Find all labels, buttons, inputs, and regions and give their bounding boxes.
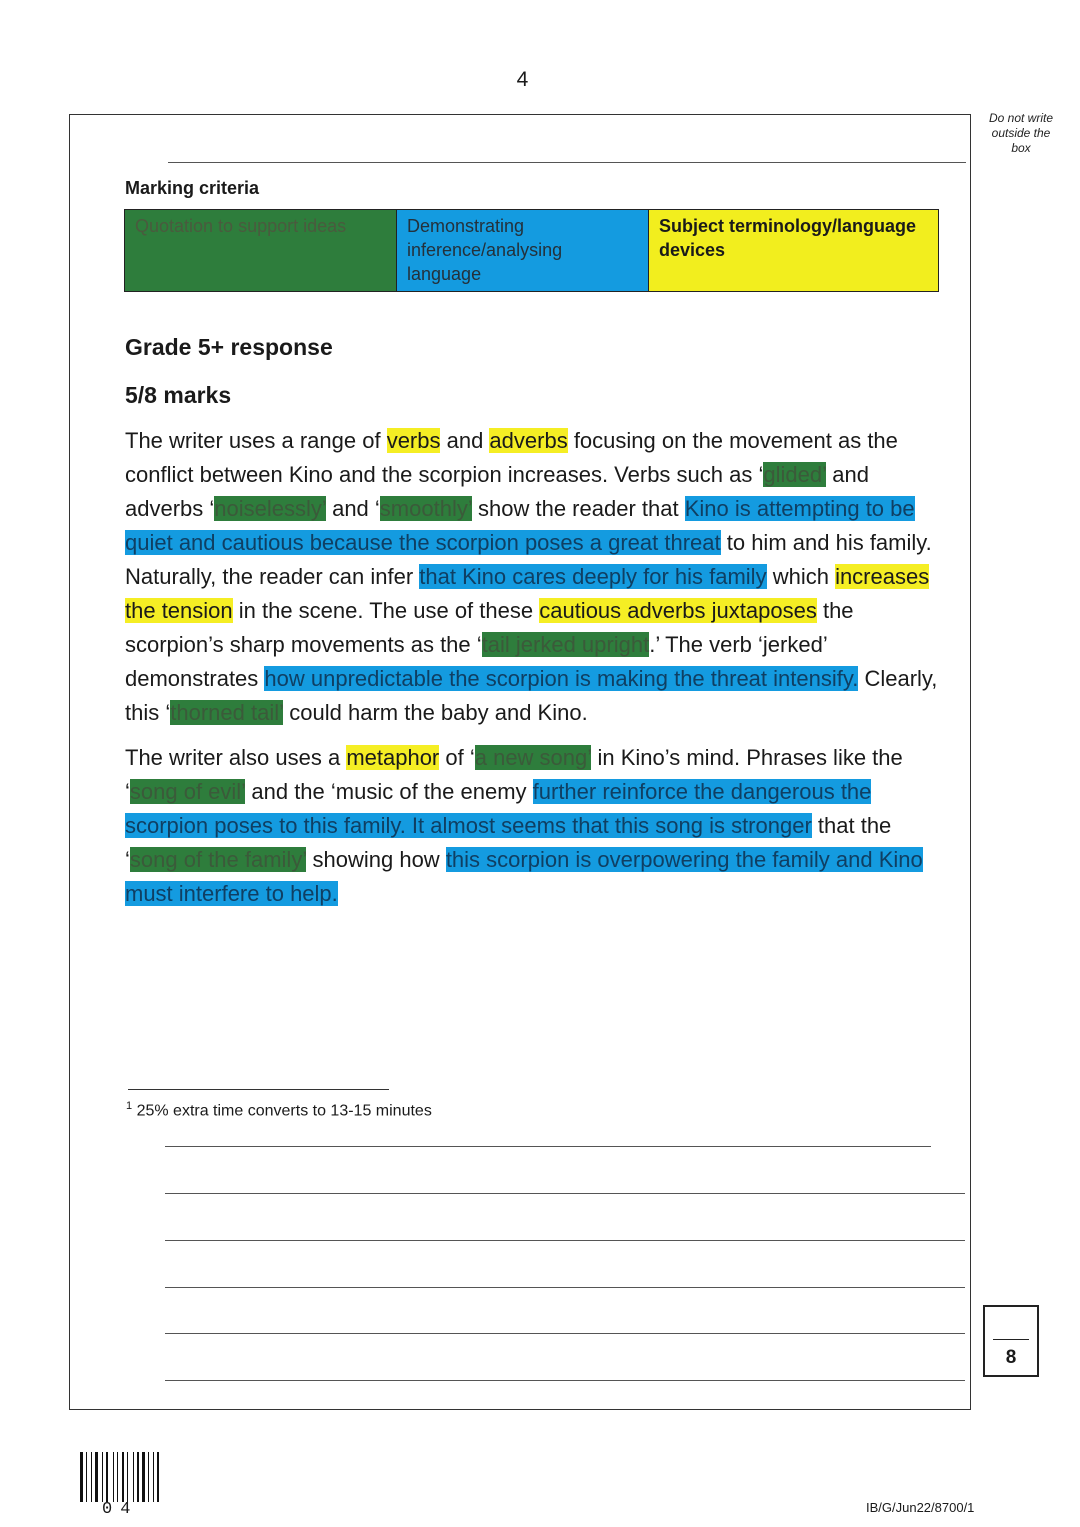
terminology-highlight: increases the tension bbox=[125, 564, 930, 623]
response-text: in the scene. The use of these bbox=[232, 598, 540, 623]
barcode-bar bbox=[127, 1452, 128, 1502]
response-text: and ‘ bbox=[325, 496, 380, 521]
barcode bbox=[80, 1452, 176, 1502]
answer-line bbox=[165, 1380, 965, 1381]
barcode-bar bbox=[133, 1452, 134, 1502]
inference-highlight: that Kino cares deeply for his family bbox=[419, 564, 767, 589]
response-text: focusing on the movement as the conflict between Kino and the scorpion increases. Verbs such as ‘ bbox=[125, 428, 898, 487]
barcode-bar bbox=[106, 1452, 108, 1502]
answer-line bbox=[165, 1193, 965, 1194]
inference-highlight: this scorpion is overpowering the family and Kino must interfere to help. bbox=[125, 847, 923, 906]
barcode-bar bbox=[137, 1452, 139, 1502]
marking-criteria-legend bbox=[124, 209, 939, 292]
barcode-bar bbox=[102, 1452, 103, 1502]
barcode-bar bbox=[122, 1452, 124, 1502]
terminology-highlight: adverbs bbox=[489, 428, 568, 453]
terminology-highlight: metaphor bbox=[346, 745, 440, 770]
quotation-highlight: glided’ bbox=[763, 462, 827, 487]
quotation-highlight: song of evil’ bbox=[129, 779, 246, 804]
legend-quotation: Quotation to support ideas bbox=[125, 210, 397, 291]
answer-line bbox=[168, 162, 966, 163]
response-text: and adverbs ‘ bbox=[125, 462, 869, 521]
legend-terminology: Subject terminology/language devices bbox=[649, 210, 938, 291]
quotation-highlight: a new song’ bbox=[474, 745, 592, 770]
barcode-bar bbox=[113, 1452, 114, 1502]
marks-total: 8 bbox=[1005, 1347, 1017, 1368]
barcode-bar bbox=[142, 1452, 145, 1502]
quotation-highlight: noiselessly’ bbox=[214, 496, 326, 521]
answer-line bbox=[165, 1240, 965, 1241]
quotation-highlight: smoothly’ bbox=[379, 496, 472, 521]
response-text: and bbox=[440, 428, 490, 453]
response-text: in Kino’s mind. Phrases like the ‘ bbox=[125, 745, 903, 804]
response-text: the scorpion’s sharp movements as the ‘ bbox=[125, 598, 854, 657]
marks-total-box bbox=[983, 1305, 1039, 1377]
response-text: The writer uses a range of bbox=[125, 428, 387, 453]
quotation-highlight: song of the family’ bbox=[129, 847, 307, 872]
barcode-number: 04 bbox=[102, 1500, 139, 1519]
response-text: The writer also uses a bbox=[125, 745, 347, 770]
barcode-bar bbox=[80, 1452, 83, 1502]
answer-line bbox=[165, 1287, 965, 1288]
response-text: and the ‘music of the enemy bbox=[245, 779, 533, 804]
grade-heading: Grade 5+ response bbox=[125, 334, 333, 360]
marking-criteria-title: Marking criteria bbox=[125, 178, 260, 198]
response-text: .’ The verb ‘jerked’ demonstrates bbox=[125, 632, 827, 691]
response-text: to him and his family. Naturally, the reader can infer bbox=[125, 530, 932, 589]
barcode-bar bbox=[86, 1452, 87, 1502]
terminology-highlight: cautious adverbs juxtaposes bbox=[539, 598, 817, 623]
response-text: that the ‘ bbox=[125, 813, 892, 872]
inference-highlight: Kino is attempting to be quiet and cautious because the scorpion poses a great threat bbox=[125, 496, 915, 555]
response-text: showing how bbox=[306, 847, 446, 872]
response-text: could harm the baby and Kino. bbox=[283, 700, 588, 725]
response-text: show the reader that bbox=[471, 496, 685, 521]
quotation-highlight: thorned tail’ bbox=[170, 700, 284, 725]
marks-heading: 5/8 marks bbox=[125, 382, 232, 408]
response-text: which bbox=[766, 564, 836, 589]
footnote-text: 25% extra time converts to 13-15 minutes bbox=[132, 1102, 432, 1120]
marks-total-divider bbox=[993, 1339, 1029, 1340]
footnote-divider bbox=[128, 1089, 389, 1090]
answer-line bbox=[165, 1333, 965, 1334]
response-text: Clearly, this ‘ bbox=[125, 666, 938, 725]
footnote-marker: 1 bbox=[126, 1100, 133, 1112]
terminology-highlight: verbs bbox=[386, 428, 441, 453]
barcode-bar bbox=[153, 1452, 154, 1502]
document-code: IB/G/Jun22/8700/1 bbox=[866, 1500, 975, 1515]
footnote bbox=[126, 1100, 432, 1120]
answer-line bbox=[165, 1146, 931, 1147]
quotation-highlight: tail jerked upright bbox=[481, 632, 650, 657]
page-number: 4 bbox=[516, 68, 529, 91]
barcode-bar bbox=[148, 1452, 149, 1502]
response-paragraph-1 bbox=[125, 424, 940, 730]
response-text: of ‘ bbox=[439, 745, 475, 770]
legend-inference: Demonstrating inference/analysing language bbox=[397, 210, 649, 291]
barcode-bar bbox=[91, 1452, 92, 1502]
barcode-bar bbox=[157, 1452, 159, 1502]
barcode-bar bbox=[117, 1452, 118, 1502]
inference-highlight: further reinforce the dangerous the scorpion poses to this family. It almost seems that this song is stronger bbox=[125, 779, 872, 838]
response-paragraph-2 bbox=[125, 741, 940, 911]
inference-highlight: how unpredictable the scorpion is making the threat intensify. bbox=[264, 666, 859, 691]
margin-note: Do not write outside the box bbox=[988, 111, 1054, 155]
barcode-bar bbox=[95, 1452, 98, 1502]
